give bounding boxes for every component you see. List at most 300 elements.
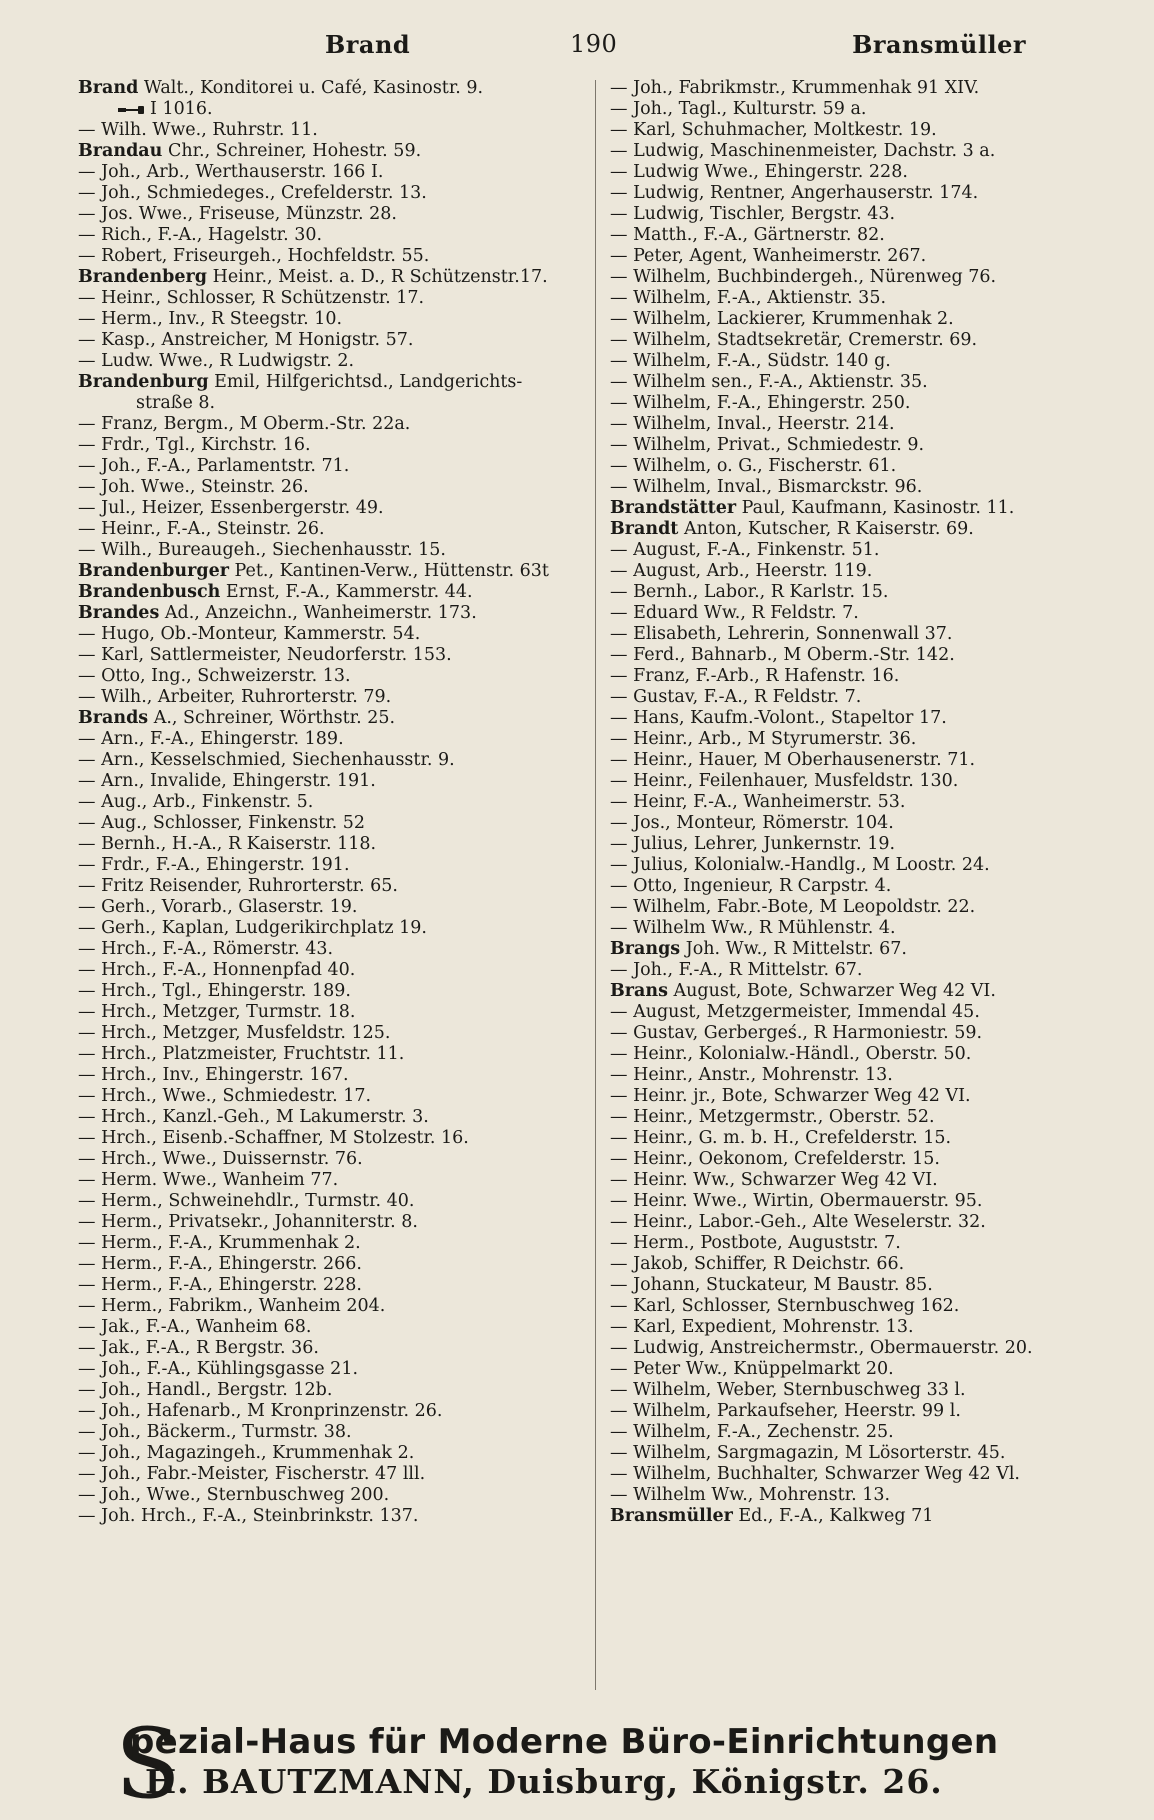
entry-text: — Bernh., H.-A., R Kaiserstr. 118. [78, 834, 377, 854]
directory-entry [78, 918, 576, 939]
directory-entry [610, 540, 1110, 561]
entry-text: — Wilhelm, F.-A., Zechenstr. 25. [610, 1422, 894, 1442]
entry-text: — Joh., Arb., Werthauserstr. 166 I. [78, 162, 384, 182]
entry-text: — Eduard Ww., R Feldstr. 7. [610, 603, 859, 623]
directory-entry [78, 561, 576, 582]
entry-text: — Wilhelm, Privat., Schmiedestr. 9. [610, 435, 925, 455]
entry-text: Emil, Hilfgerichtsd., Landgerichts- [208, 372, 523, 392]
directory-entry [610, 1107, 1110, 1128]
entry-text: — Joh. Hrch., F.-A., Steinbrinkstr. 137. [78, 1506, 419, 1526]
entry-text: — Heinr. Ww., Schwarzer Weg 42 VI. [610, 1170, 938, 1190]
entry-text: Anton, Kutscher, R Kaiserstr. 69. [678, 519, 974, 539]
directory-entry [610, 960, 1110, 981]
entry-text: — Rich., F.-A., Hagelstr. 30. [78, 225, 323, 245]
entry-text: Chr., Schreiner, Hohestr. 59. [162, 141, 422, 161]
directory-entry [610, 645, 1110, 666]
entry-text: — Heinr., G. m. b. H., Crefelderstr. 15. [610, 1128, 952, 1148]
entry-text: — Wilhelm, Buchhalter, Schwarzer Weg 42 Vl. [610, 1464, 1020, 1484]
entry-text: — Heinr., Hauer, M Oberhausenerstr. 71. [610, 750, 976, 770]
directory-entry [78, 1506, 576, 1527]
directory-entry [78, 1359, 576, 1380]
directory-entry [610, 372, 1110, 393]
entry-text: — Franz, F.-Arb., R Hafenstr. 16. [610, 666, 900, 686]
entry-text: — Herm., F.-A., Ehingerstr. 228. [78, 1275, 362, 1295]
entry-text: — Hrch., Wwe., Duissernstr. 76. [78, 1149, 363, 1169]
right-column [610, 78, 1110, 1527]
directory-entry [78, 834, 576, 855]
directory-entry [78, 876, 576, 897]
entry-text: — Joh., Wwe., Sternbuschweg 200. [78, 1485, 390, 1505]
entry-text: — Herm., F.-A., Krummenhak 2. [78, 1233, 361, 1253]
entry-text: — Hrch., F.-A., Römerstr. 43. [78, 939, 334, 959]
directory-entry [78, 162, 576, 183]
entry-text: — Wilhelm Ww., R Mühlenstr. 4. [610, 918, 896, 938]
entry-text: — Julius, Kolonialw.-Handlg., M Loostr. 24. [610, 855, 990, 875]
directory-entry [78, 1443, 576, 1464]
directory-entry [78, 519, 576, 540]
directory-entry [610, 99, 1110, 120]
entry-text: — Heinr. Wwe., Wirtin, Obermauerstr. 95. [610, 1191, 983, 1211]
directory-entry [78, 603, 576, 624]
entry-text: — Wilhelm, F.-A., Aktienstr. 35. [610, 288, 887, 308]
directory-entry [78, 1002, 576, 1023]
entry-text: August, Bote, Schwarzer Weg 42 VI. [667, 981, 996, 1001]
entry-text: — August, Metzgermeister, Immendal 45. [610, 1002, 980, 1022]
entry-text: — Wilhelm, Buchbindergeh., Nürenweg 76. [610, 267, 997, 287]
directory-entry [78, 498, 576, 519]
directory-entry [78, 708, 576, 729]
directory-entry [610, 687, 1110, 708]
directory-entry [610, 225, 1110, 246]
directory-entry [610, 771, 1110, 792]
directory-entry [78, 1023, 576, 1044]
entry-text: — Hrch., Inv., Ehingerstr. 167. [78, 1065, 349, 1085]
directory-entry [610, 1275, 1110, 1296]
directory-entry [610, 1170, 1110, 1191]
entry-text: — Joh. Wwe., Steinstr. 26. [78, 477, 309, 497]
entry-text: — Joh., Hafenarb., M Kronprinzenstr. 26. [78, 1401, 443, 1421]
directory-entry [78, 78, 576, 99]
entry-text: — August, F.-A., Finkenstr. 51. [610, 540, 880, 560]
entry-text: — Frdr., F.-A., Ehingerstr. 191. [78, 855, 350, 875]
entry-text: — Heinr., Feilenhauer, Musfeldstr. 130. [610, 771, 959, 791]
directory-entry [610, 855, 1110, 876]
directory-entry [78, 393, 576, 414]
directory-entry [610, 309, 1110, 330]
directory-entry [78, 750, 576, 771]
directory-entry [78, 855, 576, 876]
entry-text: — Herm., Schweinehdlr., Turmstr. 40. [78, 1191, 415, 1211]
entry-text: — Gustav, Gerbergeś., R Harmoniestr. 59. [610, 1023, 983, 1043]
directory-entry [78, 1296, 576, 1317]
entry-text: — Ludwig Wwe., Ehingerstr. 228. [610, 162, 908, 182]
directory-entry [78, 1275, 576, 1296]
entry-text: — Joh., F.-A., R Mittelstr. 67. [610, 960, 863, 980]
directory-entry [610, 918, 1110, 939]
entry-text: Ernst, F.-A., Kammerstr. 44. [220, 582, 473, 602]
entry-text: — Hrch., Platzmeister, Fruchtstr. 11. [78, 1044, 405, 1064]
directory-entry [610, 792, 1110, 813]
entry-text: — Joh., F.-A., Kühlingsgasse 21. [78, 1359, 359, 1379]
directory-entry [78, 645, 576, 666]
entry-text: — Wilhelm, F.-A., Ehingerstr. 250. [610, 393, 911, 413]
entry-surname: Brandenburger [78, 561, 229, 581]
directory-entry [78, 183, 576, 204]
entry-text: — Wilh., Arbeiter, Ruhrorterstr. 79. [78, 687, 392, 707]
directory-entry [78, 288, 576, 309]
directory-entry [610, 456, 1110, 477]
directory-entry [78, 330, 576, 351]
advertisement [130, 1722, 1120, 1802]
entry-text: — Jak., F.-A., R Bergstr. 36. [78, 1338, 319, 1358]
entry-text: — Joh., Bäckerm., Turmstr. 38. [78, 1422, 352, 1442]
entry-text: — Ludwig, Maschinenmeister, Dachstr. 3 a. [610, 141, 996, 161]
directory-entry [610, 666, 1110, 687]
left-column [78, 78, 576, 1527]
entry-text: — Heinr., Kolonialw.-Händl., Oberstr. 50. [610, 1044, 972, 1064]
directory-entry [78, 1065, 576, 1086]
entry-text: Paul, Kaufmann, Kasinostr. 11. [736, 498, 1015, 518]
entry-surname: Brands [78, 708, 149, 728]
directory-entry [610, 750, 1110, 771]
entry-text: — Jos., Monteur, Römerstr. 104. [610, 813, 894, 833]
directory-entry [610, 1422, 1110, 1443]
entry-text: — Wilhelm, F.-A., Südstr. 140 g. [610, 351, 891, 371]
entry-text: — Matth., F.-A., Gärtnerstr. 82. [610, 225, 885, 245]
directory-entry [610, 1065, 1110, 1086]
directory-entry [78, 372, 576, 393]
entry-text: — Gustav, F.-A., R Feldstr. 7. [610, 687, 862, 707]
advertisement-initial: S [115, 1708, 181, 1820]
entry-text: — Gerh., Vorarb., Glaserstr. 19. [78, 897, 358, 917]
directory-entry [78, 246, 576, 267]
directory-entry [610, 519, 1110, 540]
directory-entry [78, 141, 576, 162]
entry-text: — Heinr., Anstr., Mohrenstr. 13. [610, 1065, 893, 1085]
directory-entry [78, 456, 576, 477]
entry-text: — Jos. Wwe., Friseuse, Münzstr. 28. [78, 204, 397, 224]
directory-entry [78, 1380, 576, 1401]
entry-surname: Brandenberg [78, 267, 207, 287]
directory-entry [78, 1086, 576, 1107]
entry-text: — Elisabeth, Lehrerin, Sonnenwall 37. [610, 624, 953, 644]
directory-entry [78, 267, 576, 288]
directory-entry [78, 1107, 576, 1128]
directory-entry [610, 435, 1110, 456]
entry-surname: Brandstätter [610, 498, 737, 518]
directory-entry [78, 1149, 576, 1170]
entry-text: — Hrch., Metzger, Musfeldstr. 125. [78, 1023, 391, 1043]
entry-text: — Wilhelm, o. G., Fischerstr. 61. [610, 456, 897, 476]
entry-text: — Wilhelm, Parkaufseher, Heerstr. 99 l. [610, 1401, 961, 1421]
directory-entry [610, 582, 1110, 603]
directory-entry [610, 414, 1110, 435]
directory-entry [610, 1380, 1110, 1401]
entry-text: — Aug., Arb., Finkenstr. 5. [78, 792, 314, 812]
entry-text: — Herm. Wwe., Wanheim 77. [78, 1170, 339, 1190]
directory-entry [78, 582, 576, 603]
entry-text: — Peter Ww., Knüppelmarkt 20. [610, 1359, 894, 1379]
entry-text: — Ferd., Bahnarb., M Oberm.-Str. 142. [610, 645, 955, 665]
entry-text: — Hrch., Tgl., Ehingerstr. 189. [78, 981, 351, 1001]
entry-text: — Arn., F.-A., Ehingerstr. 189. [78, 729, 344, 749]
page-number: 190 [570, 30, 618, 58]
directory-entry [610, 1359, 1110, 1380]
directory-entry [610, 1485, 1110, 1506]
entry-surname: Brandt [610, 519, 679, 539]
directory-entry [610, 78, 1110, 99]
entry-text: — Otto, Ing., Schweizerstr. 13. [78, 666, 351, 686]
directory-entry [610, 1464, 1110, 1485]
entry-text: — Heinr., Schlosser, R Schützenstr. 17. [78, 288, 425, 308]
directory-entry [78, 792, 576, 813]
directory-entry [610, 1002, 1110, 1023]
entry-surname: Brand [78, 78, 139, 98]
entry-surname: Brandenbusch [78, 582, 221, 602]
directory-entry [78, 99, 576, 120]
entry-text: — Heinr., Arb., M Styrumerstr. 36. [610, 729, 917, 749]
directory-entry [610, 1338, 1110, 1359]
entry-text: — Peter, Agent, Wanheimerstr. 267. [610, 246, 927, 266]
directory-entry [610, 1044, 1110, 1065]
directory-entry [78, 1212, 576, 1233]
entry-text: — Ludwig, Tischler, Bergstr. 43. [610, 204, 896, 224]
directory-entry [78, 813, 576, 834]
directory-entry [610, 1401, 1110, 1422]
entry-text: — Jul., Heizer, Essenbergerstr. 49. [78, 498, 384, 518]
entry-text: — Joh., Fabrikmstr., Krummenhak 91 XIV. [610, 78, 980, 98]
entry-text: — Hugo, Ob.-Monteur, Kammerstr. 54. [78, 624, 421, 644]
entry-text: — Aug., Schlosser, Finkenstr. 52 [78, 813, 366, 833]
directory-entry [610, 897, 1110, 918]
entry-text: — Heinr, F.-A., Wanheimerstr. 53. [610, 792, 906, 812]
entry-text: — Robert, Friseurgeh., Hochfeldstr. 55. [78, 246, 430, 266]
entry-text: — Arn., Invalide, Ehingerstr. 191. [78, 771, 376, 791]
entry-text: — Wilh., Bureaugeh., Siechenhausstr. 15. [78, 540, 446, 560]
entry-text: Walt., Konditorei u. Café, Kasinostr. 9. [138, 78, 484, 98]
entry-text: — Kasp., Anstreicher, M Honigstr. 57. [78, 330, 414, 350]
directory-entry [610, 1443, 1110, 1464]
directory-entry [610, 1149, 1110, 1170]
entry-text: — Herm., Privatsekr., Johanniterstr. 8. [78, 1212, 418, 1232]
entry-text: — Heinr., Metzgermstr., Oberstr. 52. [610, 1107, 935, 1127]
entry-text: Ed., F.-A., Kalkweg 71 [732, 1506, 934, 1526]
directory-entry [78, 225, 576, 246]
directory-entry [610, 624, 1110, 645]
directory-entry [610, 876, 1110, 897]
entry-text: — Heinr., Labor.-Geh., Alte Weselerstr. 32. [610, 1212, 986, 1232]
entry-text: — Wilhelm, Inval., Heerstr. 214. [610, 414, 895, 434]
directory-entry [610, 183, 1110, 204]
entry-text: — Herm., Postbote, Auguststr. 7. [610, 1233, 901, 1253]
directory-entry [78, 204, 576, 225]
directory-entry [610, 1086, 1110, 1107]
directory-entry [78, 1317, 576, 1338]
entry-text: — Wilhelm, Weber, Sternbuschweg 33 l. [610, 1380, 966, 1400]
directory-entry [78, 1233, 576, 1254]
directory-entry [78, 1191, 576, 1212]
entry-text: — Hrch., F.-A., Honnenpfad 40. [78, 960, 356, 980]
entry-text: — Joh., Fabr.-Meister, Fischerstr. 47 lll. [78, 1464, 426, 1484]
directory-entry [78, 540, 576, 561]
entry-text: — Wilhelm, Stadtsekretär, Cremerstr. 69. [610, 330, 978, 350]
directory-entry [78, 309, 576, 330]
entry-surname: Brandes [78, 603, 160, 623]
entry-surname: Brandenburg [78, 372, 209, 392]
directory-entry [610, 1233, 1110, 1254]
directory-entry [78, 960, 576, 981]
directory-entry [610, 729, 1110, 750]
column-divider [595, 80, 596, 1690]
entry-text: — Julius, Lehrer, Junkernstr. 19. [610, 834, 896, 854]
directory-entry [610, 939, 1110, 960]
directory-entry [610, 141, 1110, 162]
entry-text: — Wilhelm Ww., Mohrenstr. 13. [610, 1485, 891, 1505]
entry-text: — Gerh., Kaplan, Ludgerikirchplatz 19. [78, 918, 427, 938]
entry-text: — Johann, Stuckateur, M Baustr. 85. [610, 1275, 933, 1295]
entry-text: — Karl, Sattlermeister, Neudorferstr. 153. [78, 645, 452, 665]
directory-entry [78, 435, 576, 456]
entry-text: — Heinr. jr., Bote, Schwarzer Weg 42 VI. [610, 1086, 971, 1106]
directory-entry [78, 729, 576, 750]
entry-text: Ad., Anzeichn., Wanheimerstr. 173. [159, 603, 477, 623]
directory-entry [610, 708, 1110, 729]
directory-entry [610, 351, 1110, 372]
entry-text: — Joh., Tagl., Kulturstr. 59 a. [610, 99, 867, 119]
directory-entry [610, 1506, 1110, 1527]
directory-entry [610, 834, 1110, 855]
entry-text: — Herm., Fabrikm., Wanheim 204. [78, 1296, 386, 1316]
directory-entry [78, 897, 576, 918]
directory-entry [78, 624, 576, 645]
entry-text: — Karl, Schuhmacher, Moltkestr. 19. [610, 120, 937, 140]
directory-entry [610, 288, 1110, 309]
directory-entry [610, 477, 1110, 498]
entry-text: — Joh., Handl., Bergstr. 12b. [78, 1380, 333, 1400]
directory-entry [610, 813, 1110, 834]
entry-surname: Brangs [610, 939, 681, 959]
directory-entry [610, 267, 1110, 288]
directory-entry [78, 687, 576, 708]
entry-text: — Herm., F.-A., Ehingerstr. 266. [78, 1254, 362, 1274]
entry-text: — Wilhelm, Lackierer, Krummenhak 2. [610, 309, 954, 329]
directory-entry [610, 1296, 1110, 1317]
directory-entry [78, 939, 576, 960]
directory-entry [78, 1128, 576, 1149]
directory-entry [78, 414, 576, 435]
entry-text: straße 8. [136, 393, 216, 413]
entry-text: — Arn., Kesselschmied, Siechenhausstr. 9. [78, 750, 455, 770]
directory-entry [610, 246, 1110, 267]
directory-entry [610, 1128, 1110, 1149]
directory-entry [78, 666, 576, 687]
entry-surname: Brans [610, 981, 668, 1001]
entry-text: — Herm., Inv., R Steegstr. 10. [78, 309, 343, 329]
directory-entry [78, 1338, 576, 1359]
entry-text: A., Schreiner, Wörthstr. 25. [148, 708, 396, 728]
directory-entry [610, 981, 1110, 1002]
entry-text: — Wilhelm, Inval., Bismarckstr. 96. [610, 477, 923, 497]
entry-text: — Hrch., Eisenb.-Schaffner, M Stolzestr. 16. [78, 1128, 469, 1148]
entry-text: — Jak., F.-A., Wanheim 68. [78, 1317, 312, 1337]
entry-text: — Wilhelm, Fabr.-Bote, M Leopoldstr. 22. [610, 897, 976, 917]
entry-text: — Frdr., Tgl., Kirchstr. 16. [78, 435, 311, 455]
entry-surname: Brandau [78, 141, 163, 161]
entry-text: — Karl, Expedient, Mohrenstr. 13. [610, 1317, 914, 1337]
directory-entry [610, 204, 1110, 225]
directory-entry [610, 1317, 1110, 1338]
directory-entry [610, 603, 1110, 624]
entry-text: — Bernh., Labor., R Karlstr. 15. [610, 582, 889, 602]
directory-entry [78, 351, 576, 372]
telephone-icon [118, 105, 144, 115]
entry-text: — Wilhelm sen., F.-A., Aktienstr. 35. [610, 372, 928, 392]
directory-entry [78, 477, 576, 498]
directory-entry [78, 1401, 576, 1422]
advertisement-line-1: pezial-Haus für Moderne Büro-Einrichtungen [130, 1722, 999, 1762]
entry-text: Heinr., Meist. a. D., R Schützenstr.17. [207, 267, 548, 287]
entry-text: — Joh., Magazingeh., Krummenhak 2. [78, 1443, 415, 1463]
entry-text: — Jakob, Schiffer, R Deichstr. 66. [610, 1254, 905, 1274]
directory-entry [78, 981, 576, 1002]
entry-text: — Hans, Kaufm.-Volont., Stapeltor 17. [610, 708, 947, 728]
directory-entry [78, 1485, 576, 1506]
directory-entry [610, 1254, 1110, 1275]
entry-text: — Joh., F.-A., Parlamentstr. 71. [78, 456, 350, 476]
entry-text: — Franz, Bergm., M Oberm.-Str. 22a. [78, 414, 411, 434]
entry-text: — Hrch., Metzger, Turmstr. 18. [78, 1002, 356, 1022]
entry-text: — Fritz Reisender, Ruhrorterstr. 65. [78, 876, 398, 896]
entry-text: — Wilh. Wwe., Ruhrstr. 11. [78, 120, 318, 140]
entry-text: — Hrch., Kanzl.-Geh., M Lakumerstr. 3. [78, 1107, 429, 1127]
directory-entry [78, 771, 576, 792]
directory-entry [78, 1422, 576, 1443]
entry-text: — Joh., Schmiedeges., Crefelderstr. 13. [78, 183, 427, 203]
directory-entry [78, 1170, 576, 1191]
directory-entry [610, 120, 1110, 141]
entry-text: Pet., Kantinen-Verw., Hüttenstr. 63t [228, 561, 549, 581]
directory-entry [610, 498, 1110, 519]
directory-entry [610, 330, 1110, 351]
directory-entry [610, 162, 1110, 183]
entry-text: — Ludw. Wwe., R Ludwigstr. 2. [78, 351, 355, 371]
entry-text: — Otto, Ingenieur, R Carpstr. 4. [610, 876, 892, 896]
directory-entry [78, 1254, 576, 1275]
entry-text: — Hrch., Wwe., Schmiedestr. 17. [78, 1086, 372, 1106]
entry-text: — Wilhelm, Sargmagazin, M Lösorterstr. 45. [610, 1443, 1006, 1463]
entry-text: I 1016. [150, 99, 213, 119]
entry-text: — Heinr., Oekonom, Crefelderstr. 15. [610, 1149, 940, 1169]
directory-entry [78, 1464, 576, 1485]
entry-text: Joh. Ww., R Mittelstr. 67. [680, 939, 907, 959]
directory-entry [610, 393, 1110, 414]
entry-text: — Ludwig, Anstreichermstr., Obermauerstr. 20. [610, 1338, 1033, 1358]
entry-text: — Karl, Schlosser, Sternbuschweg 162. [610, 1296, 960, 1316]
header-first-name: Brand [325, 30, 411, 59]
advertisement-line-2: H. BAUTZMANN, Duisburg, Königstr. 26. [145, 1762, 943, 1801]
entry-surname: Bransmüller [610, 1506, 733, 1526]
entry-text: — Ludwig, Rentner, Angerhauserstr. 174. [610, 183, 979, 203]
entry-text: — Heinr., F.-A., Steinstr. 26. [78, 519, 325, 539]
directory-entry [610, 1191, 1110, 1212]
entry-text: — August, Arb., Heerstr. 119. [610, 561, 873, 581]
directory-entry [610, 1023, 1110, 1044]
directory-entry [78, 120, 576, 141]
page-header [70, 30, 1084, 64]
directory-entry [78, 1044, 576, 1065]
header-last-name: Bransmüller [852, 30, 1026, 59]
directory-entry [610, 1212, 1110, 1233]
